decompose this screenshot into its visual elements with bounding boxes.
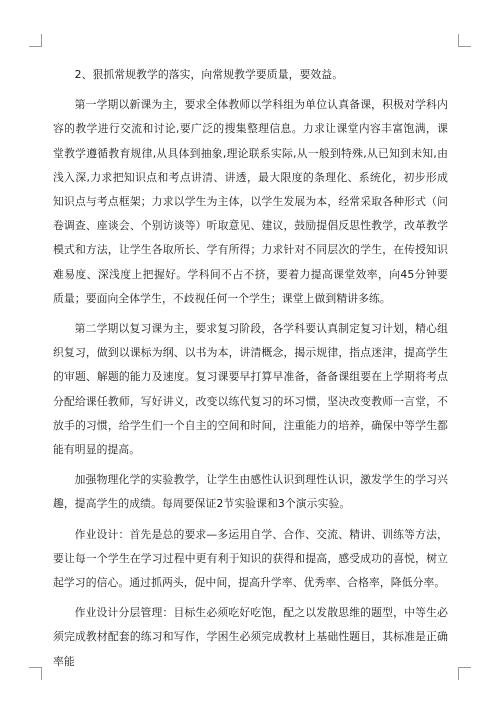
paragraph-experiments: 加强物理化学的实验教学，让学生由感性认识到理性认识，激发学生的学习兴趣，提高学生的成绩。每周要保证2节实验课和3个演示实验。 xyxy=(53,473,448,511)
paragraph-homework-design: 作业设计：首先是总的要求—多运用自学、合作、交流、精讲、训练等方法，要让每一个学生在学习过程中更有利于知识的获得和提高，感受成功的喜悦，树立起学习的信心。通过抓两头，促中间，提高升学率、优秀率、合格率，降低分率。 xyxy=(53,527,448,590)
crop-mark-bottom-left xyxy=(29,667,42,680)
crop-mark-top-right xyxy=(458,34,471,47)
document-body xyxy=(53,63,448,680)
paragraph-second-semester: 第二学期以复习课为主，要求复习阶段，各学科要认真制定复习计划，精心组织复习，做到以课标为纲、以书为本，讲清概念，揭示规律，指点迷津，提高学生的审题、解题的能力及速度。复习课要早打算早准备，备备课组要在上学期将考点分配给课任教师，写好讲义，改变以练代复习的坏习惯，坚决改变教师一言堂，不放手的习惯，给学生们一个自主的空间和时间，注重能力的培养，确保中等学生都能有明显的提高。 xyxy=(53,322,448,457)
paragraph-first-semester: 第一学期以新课为主，要求全体教师以学科组为单位认真备课，积极对学科内容的教学进行交流和讨论,要广泛的搜集整理信息。力求让课堂内容丰富饱满，课堂教学遵循教育规律,从具体到抽象,理论联系实际,从一般到特殊,从已知到未知,由浅入深,力求把知识点和考点讲清、讲透，最大限度的条理化、系统化，初步形成知识点与考点框架；力求以学生为主体，以学生发展为本，经常采取各种形式（问卷调查、座谈会、个别访谈等）听取意见、建议，鼓励提倡反思性教学，改革教学模式和方法，让学生各取所长、学有所得；力求针对不同层次的学生，在传授知识难易度、深浅度上把握好。学科间不占不挤，要着力提高课堂效率，向45分钟要质量；要面向全体学生，不歧视任何一个学生；课堂上做到精讲多练。 xyxy=(53,98,448,305)
paragraph-homework-tiers: 作业设计分层管理：目标生必须吃好吃饱，配之以发散思维的题型，中等生必须完成教材配套的练习和写作，学困生必须完成教材上基础性题目，其标准是正确率能 xyxy=(53,606,448,668)
section-heading: 2、狠抓常规教学的落实，向常规教学要质量，要效益。 xyxy=(74,68,344,81)
crop-mark-bottom-right xyxy=(458,667,471,680)
crop-mark-top-left xyxy=(29,34,42,47)
